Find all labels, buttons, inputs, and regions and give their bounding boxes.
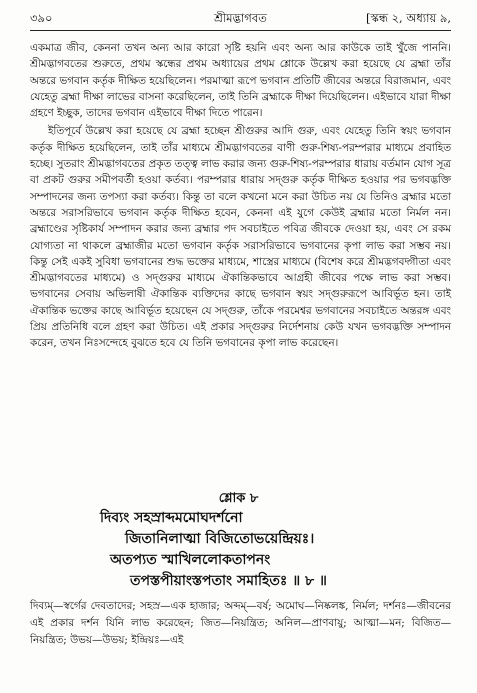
sanskrit-verse (100, 508, 457, 592)
verse-line: দিব্যং সহস্রাব্দমমোঘদর্শনো (100, 510, 243, 526)
header-divider (30, 30, 451, 31)
page-number: ৩৯০ (30, 11, 53, 25)
purport-paragraph: ইতিপূর্বে উল্লেখ করা হয়েছে যে ব্রহ্মা হচ্ছেন শ্রীগুরুর আদি গুরু, এবং যেহেতু তিনি স্বয়ং ভগবান কর্তৃক দীক্ষিত হয়েছিলেন, তাই তাঁর মাধ্যমে শ্রীমদ্ভাগবতের বাণী গুরু-শিষ্য-পরম্পরার মাধ্যমে প্রবাহিত হচ্ছে। সুতরাং শ্রীমদ্ভাগবতের প্রকৃত তত্ত্ব লাভ করার জন্য গুরু-শিষ্য-পরম্পরার ধারায় বর্তমান যোগ সূত্র বা প্রকট গুরুর সমীপবর্তী হওয়া কর্তব্য। পরম্পরার ধারায় সদ্গুরু কর্তৃক দীক্ষিত হওয়ার পর ভগবদ্ভক্তি সম্পাদনের জন্য তপস্যা করা কর্তব্য। কিন্তু তা বলে কখনো মনে করা উচিত নয় যে তিনিও ব্রহ্মার মতো অন্তরে সরাসরিভাবে ভগবান কর্তৃক দীক্ষিত হবেন, কেননা এই যুগে কেউই ব্রহ্মার মতো নির্মল নন। ব্রহ্মাণ্ডের সৃষ্টিকার্য সম্পাদন করার জন্য ব্রহ্মার পদ সবচাইতে পবিত্র জীবকে দেওয়া হয়, এবং সে রকম যোগ্যতা না থাকলে ব্রহ্মাজীর মতো ভগবান কর্তৃক সরাসরিভাবে ভগবানের কৃপা লাভ করা সম্ভব নয়। কিন্তু সেই একই সুবিধা ভগবানের শুদ্ধ ভক্তের মাধ্যমে, শাস্ত্রের মাধ্যমে (বিশেষ করে শ্রীমদ্ভগবদ্গীতা এবং শ্রীমদ্ভাগবতের মাধ্যমে) ও সদ্গুরুর মাধ্যমে ঐকান্তিকভাবে আগ্রহী জীবের পক্ষে লাভ করা সম্ভব। ভগবানের সেবায় অভিলাষী ঐকান্তিক ব্যক্তিদের কাছে ভগবান স্বয়ং সদ্গুরুরূপে আবির্ভূত হন। তাই ঐকান্তিক ভক্তের কাছে আবির্ভূত হয়েছেন যে সদ্গুরু, তাঁকে পরমেশ্বর ভগবানের সবচাইতে অন্তরঙ্গ এবং প্রিয় প্রতিনিধি বলে গ্রহণ করা উচিত। এই প্রকার সদ্গুরুর নির্দেশনায় কেউ যখন ভগবদ্ভক্তি সম্পাদন করেন, তখন নিঃসন্দেহে বুঝতে হবে যে তিনি ভগবানের কৃপা লাভ করেছেন। (30, 125, 451, 350)
page-header (30, 10, 451, 30)
word-synonyms: দিব্যম্—স্বর্গের দেবতাদের; সহস্র—এক হাজার; অব্দম্—বর্ষ; অমোঘ—নিষ্কলঙ্ক, নির্মল; দর্শনঃ—জীবনের এই প্রকার দর্শন যিনি লাভ করেছেন; জিত—নিয়ন্ত্রিত; অনিল—প্রাণবায়ু; আত্মা—মন; বিজিত—নিয়ন্ত্রিত; উভয়—উভয়; ইন্দ্রিয়ঃ—এই (30, 600, 451, 646)
verse-line: জিতানিলাত্মা বিজিতোভয়েন্দ্রিয়ঃ। (125, 531, 315, 547)
purport-paragraph: একমাত্র জীব, কেননা তখন অন্য আর কারো সৃষ্টি হয়নি এবং অন্য আর কাউকে তাই খুঁজে পাননি। শ্রীমদ্ভাগবতের শুরুতে, প্রথম স্কন্ধের প্রথম অধ্যায়ের প্রথম শ্লোকে উল্লেখ করা হয়েছে যে ব্রহ্মা তাঁর অন্তরে ভগবান কর্তৃক দীক্ষিত হয়েছিলেন। পরমাত্মা রূপে ভগবান প্রতিটি জীবের অন্তরে বিরাজমান, এবং যেহেতু ব্রহ্মা দীক্ষা লাভের বাসনা করেছিলেন, তাই তিনি ব্রহ্মাকে দীক্ষা দিয়েছিলেন। এইভাবে যারা দীক্ষা গ্রহণে ইচ্ছুক, তাদের ভগবান এইভাবে দীক্ষা দিতে পারেন। (30, 42, 451, 120)
verse-line: অতপ্যত স্মাখিললোকতাপনং (110, 552, 271, 568)
purport-text (30, 40, 451, 354)
verse-title: শ্লোক ৮ (218, 491, 259, 506)
chapter-reference: [স্কন্ধ ২, অধ্যায় ৯, (366, 11, 451, 25)
verse-line: তপস্তপীয়াংস্তপতাং সমাহিতঃ ॥ ৮ ॥ (130, 573, 327, 589)
book-title: শ্রীমদ্ভাগবত (214, 11, 267, 25)
